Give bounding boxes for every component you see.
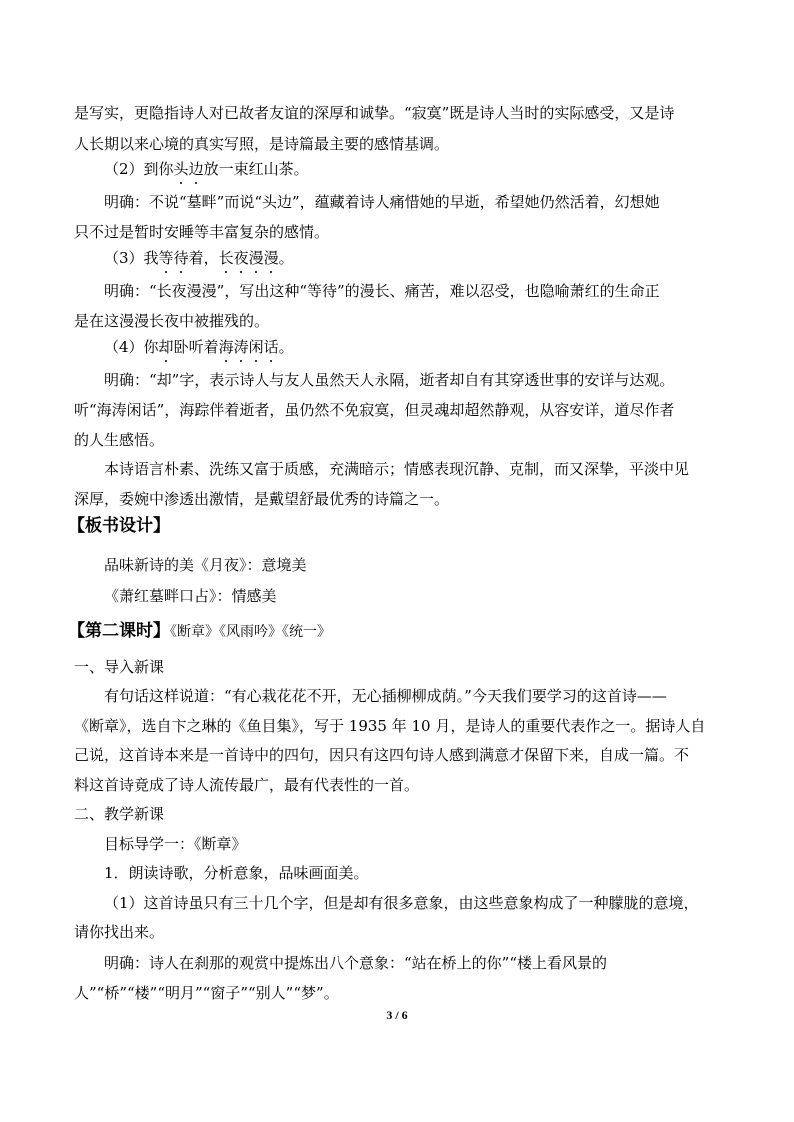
paragraph-line: 《断章》，选自卞之琳的《鱼目集》，写于 1935 年 10 月，是诗人的重要代表作之一。据诗人自 bbox=[74, 717, 706, 735]
emphasized-char: 头 bbox=[173, 160, 189, 178]
goal-title: 目标导学一：《断章》 bbox=[104, 835, 247, 853]
text-span: 卧听着 bbox=[173, 338, 219, 356]
subsection-title: 一、导入新课 bbox=[74, 658, 165, 676]
text-span: 。 bbox=[278, 338, 294, 356]
paragraph-line: 深厚，委婉中渗透出激情，是戴望舒最优秀的诗篇之一。 bbox=[74, 490, 450, 508]
emphasized-char: 海 bbox=[218, 338, 234, 356]
paragraph-line: 明确：诗人在刹那的观赏中提炼出八个意象：“站在桥上的你”“楼上看风景的 bbox=[104, 954, 608, 972]
emphasized-char: 待 bbox=[173, 249, 189, 267]
paragraph-line: 的人生感悟。 bbox=[74, 431, 165, 449]
quoted-verse-4 bbox=[104, 337, 294, 357]
emphasized-char: 长 bbox=[218, 249, 234, 267]
text-span: （2）到你 bbox=[104, 160, 174, 178]
paragraph-line: 料这首诗竟成了诗人流传最广，最有代表性的一首。 bbox=[74, 776, 420, 794]
emphasized-char: 漫 bbox=[263, 249, 279, 267]
subsection-title: 二、教学新课 bbox=[74, 805, 165, 823]
paragraph-line: 己说，这首诗本来是一首诗中的四句，因只有这四句诗人感到满意才保留下来，自成一篇。不 bbox=[74, 746, 690, 764]
paragraph-line: 只不过是暂时安睡等丰富复杂的感情。 bbox=[74, 223, 330, 241]
task-line: 1．朗读诗歌，分析意象，品味画面美。 bbox=[104, 864, 369, 882]
paragraph-line: 人”“桥”“楼”“明月”“窗子”“别人”“梦”。 bbox=[74, 984, 339, 1002]
text-span: 放一束红山茶。 bbox=[203, 160, 309, 178]
text-span: （4）你 bbox=[104, 338, 159, 356]
emphasized-char: 闲 bbox=[248, 338, 264, 356]
paragraph-line: 是写实，更隐指诗人对已故者友谊的深厚和诚挚。“寂寞”既是诗人当时的实际感受，又是诗 bbox=[74, 104, 675, 122]
quoted-verse-2 bbox=[104, 159, 309, 179]
board-line: 《萧红墓畔口占》：情感美 bbox=[104, 587, 277, 605]
page-number: 3 / 6 bbox=[386, 1008, 408, 1022]
lesson-titles: 《断章》《风雨吟》《统一》 bbox=[170, 624, 331, 640]
quoted-verse-3 bbox=[104, 248, 294, 268]
text-span: 。 bbox=[278, 249, 294, 267]
paragraph-line: 明确：“长夜漫漫”，写出这种“等待”的漫长、痛苦，难以忍受，也隐喻萧红的生命正 bbox=[104, 282, 660, 300]
section-heading-lesson-2 bbox=[68, 620, 331, 643]
paragraph-line: （1）这首诗虽只有三十几个字，但是却有很多意象，由这些意象构成了一种朦胧的意境， bbox=[104, 894, 699, 912]
paragraph-line: 明确：不说“墓畔”而说“头边”，蕴藏着诗人痛惜她的早逝，希望她仍然活着，幻想她 bbox=[104, 193, 660, 211]
text-span: 着， bbox=[188, 249, 219, 267]
paragraph-line: 听“海涛闲话”，海踪伴着逝者，虽仍然不免寂寞，但灵魂却超然静观，从容安详，道尽作者 bbox=[74, 401, 675, 419]
board-line: 品味新诗的美《月夜》：意境美 bbox=[104, 556, 307, 574]
paragraph-line: 明确：“却”字，表示诗人与友人虽然天人永隔，逝者却自有其穿透世事的安详与达观。 bbox=[104, 371, 675, 389]
section-heading-board-design: 【板书设计】 bbox=[68, 516, 170, 536]
emphasized-char: 涛 bbox=[233, 338, 249, 356]
emphasized-char: 话 bbox=[263, 338, 279, 356]
paragraph-line: 是在这漫漫长夜中被摧残的。 bbox=[74, 312, 270, 330]
paragraph-line: 有句话这样说道：“有心栽花花不开，无心插柳柳成荫。”今天我们要学习的这首诗—— bbox=[104, 687, 667, 705]
paragraph-line: 本诗语言朴素、洗练又富于质感，充满暗示；情感表现沉静、克制，而又深挚，平淡中见 bbox=[104, 460, 690, 478]
emphasized-char: 却 bbox=[158, 338, 174, 356]
lesson-label: 【第二课时】 bbox=[68, 621, 170, 641]
emphasized-char: 边 bbox=[188, 160, 204, 178]
emphasized-char: 漫 bbox=[248, 249, 264, 267]
emphasized-char: 等 bbox=[158, 249, 174, 267]
text-span: （3）我 bbox=[104, 249, 159, 267]
paragraph-line: 人长期以来心境的真实写照，是诗篇最主要的感情基调。 bbox=[74, 135, 450, 153]
emphasized-char: 夜 bbox=[233, 249, 249, 267]
paragraph-line: 请你找出来。 bbox=[74, 923, 165, 941]
